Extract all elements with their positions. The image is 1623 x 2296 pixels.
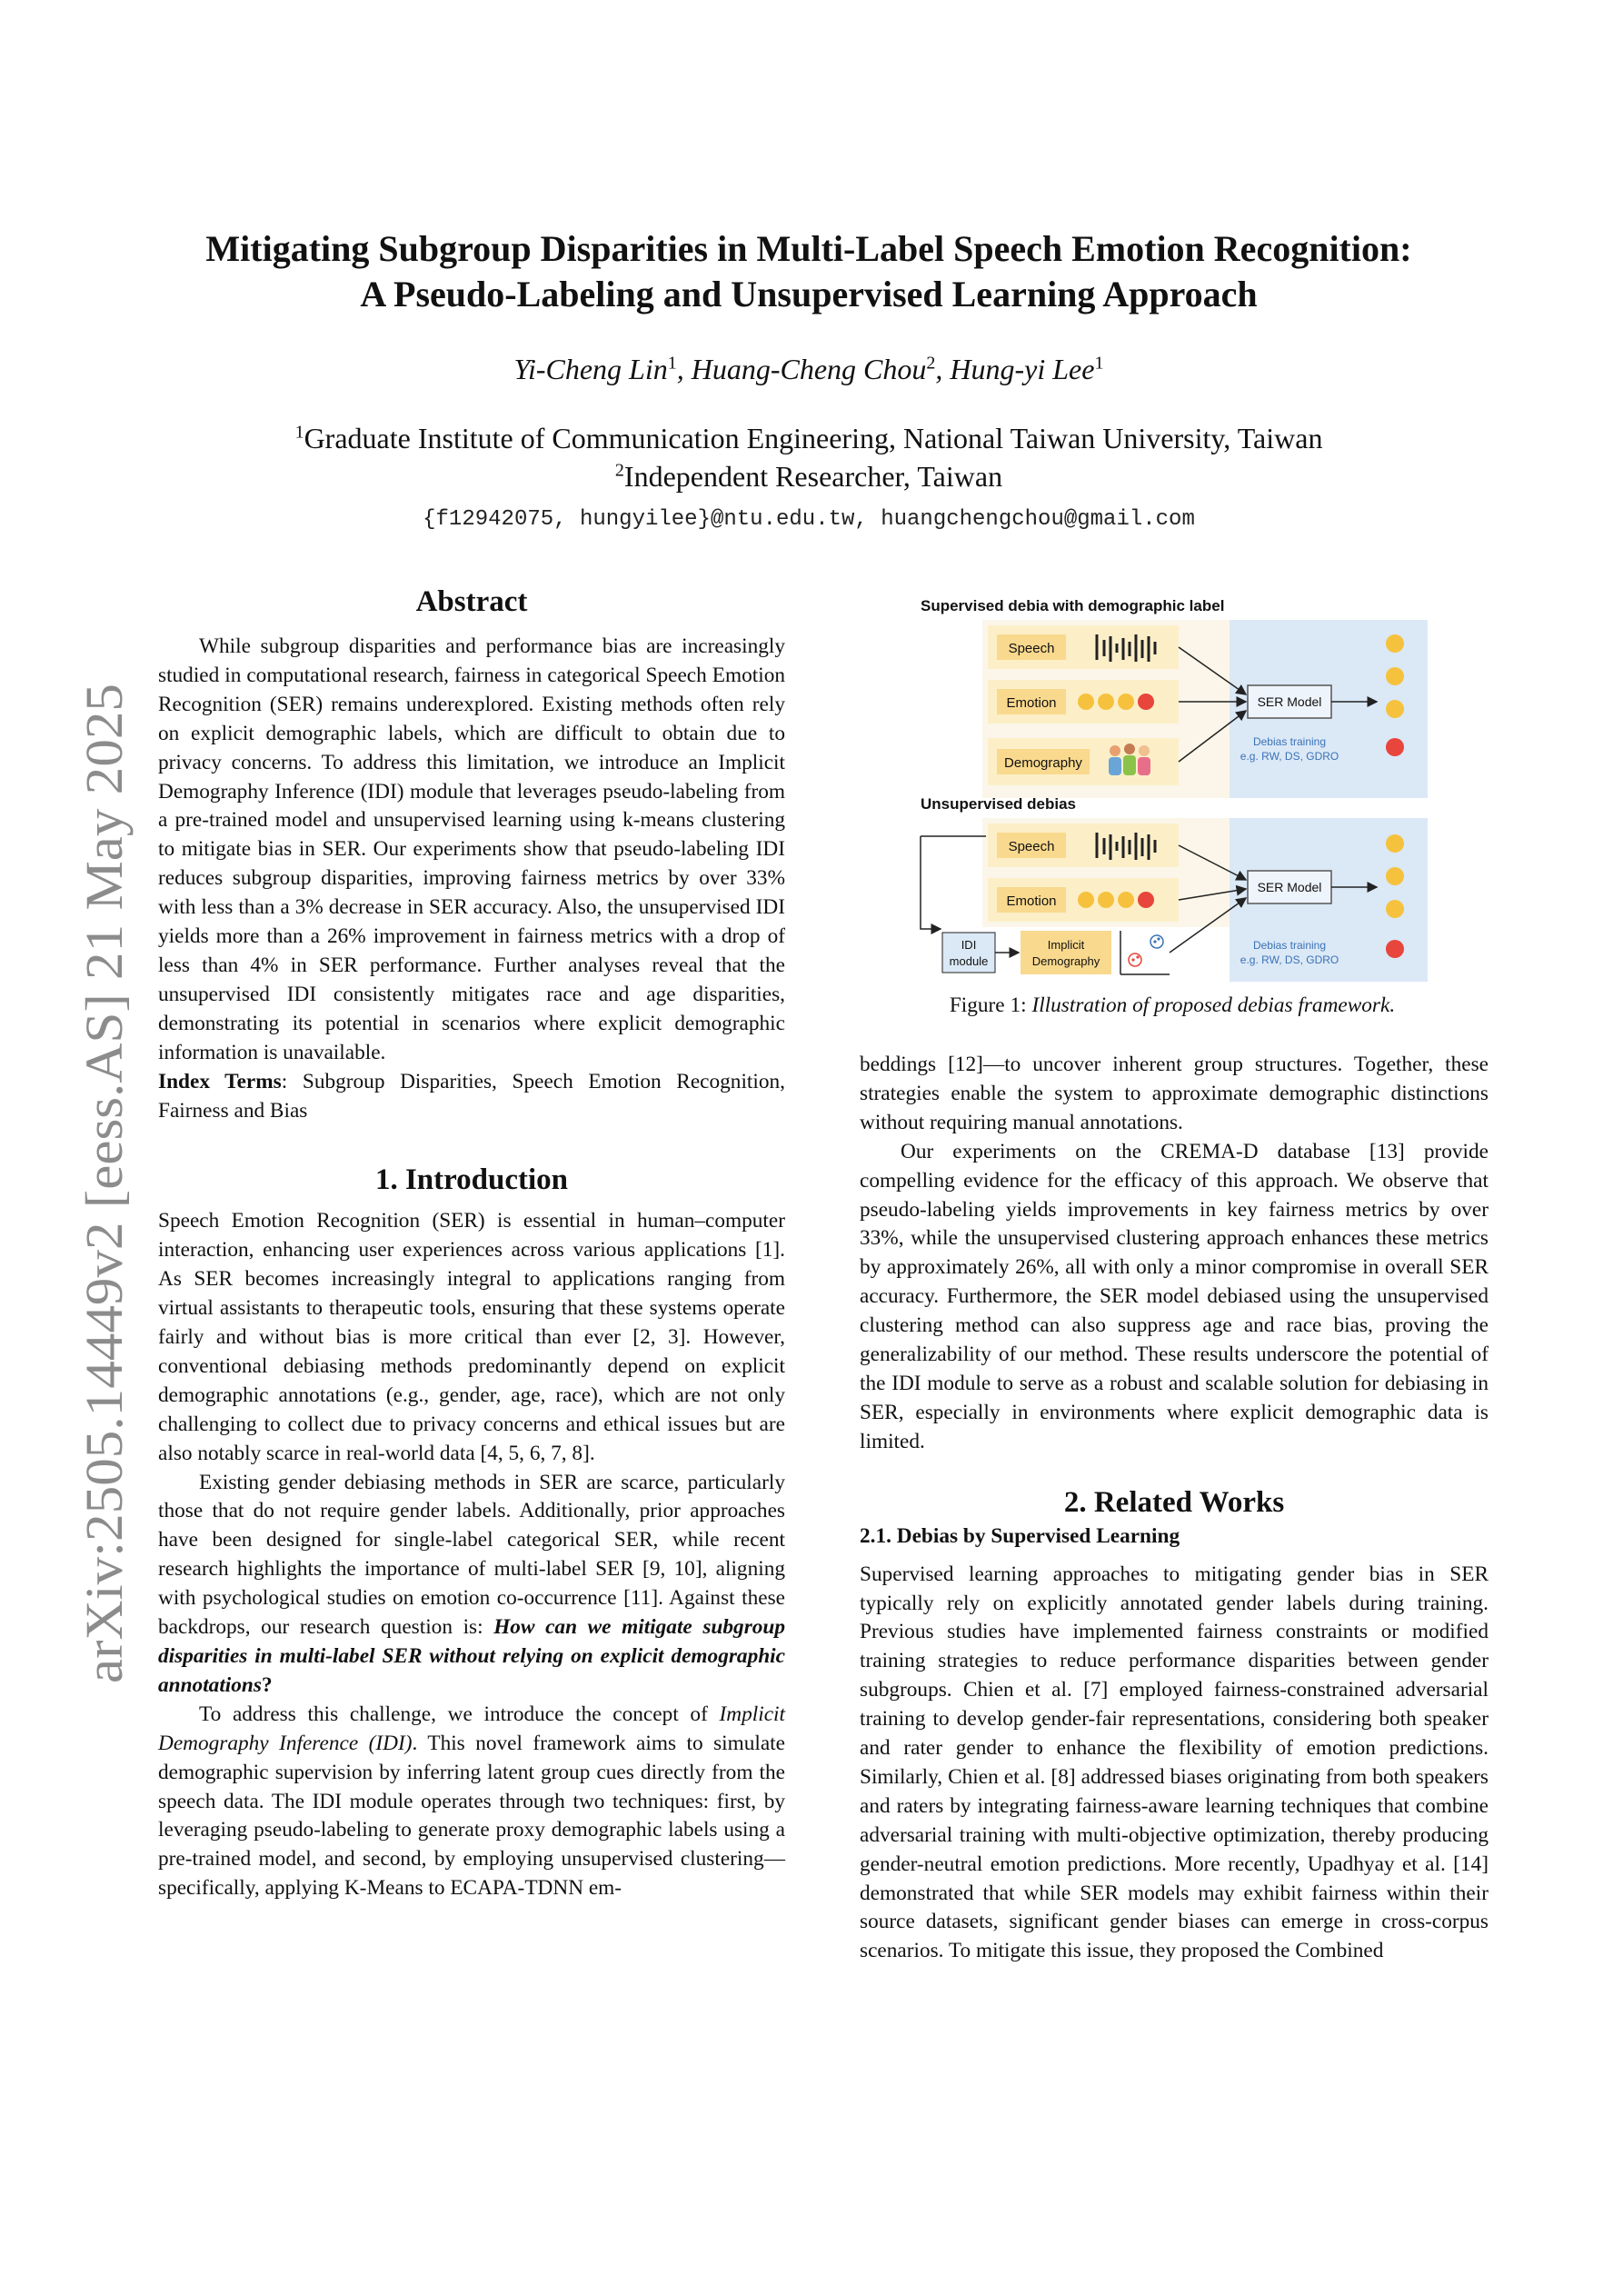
affiliation-2-text: Independent Researcher, Taiwan xyxy=(623,460,1003,493)
intro-p3-text-a: To address this challenge, we introduce the concept of xyxy=(199,1702,720,1726)
arxiv-side-stamp xyxy=(31,684,167,1683)
abstract-heading: Abstract xyxy=(415,585,528,618)
debias-methods-label-1: e.g. RW, DS, GDRO xyxy=(1240,750,1339,763)
abstract-body: While subgroup disparities and performance bias are increasingly studied in computational research, fairness in categorical Speech Emotion Recognition (SER) remains underexplored. Existing methods often rely on explicit demographic labels, which are difficult to obtain due to privacy concerns. To address this limitation, we introduce an Implicit Demography Inference (IDI) module that leverages pseudo-labeling from a pre-trained model and unsupervised learning using k-means clustering to mitigate bias in SER. Our experiments show that pseudo-labeling IDI reduces subgroup disparities, improving fairness metrics by over 33% with less than a 3% decrease in SER accuracy. Also, the unsupervised IDI yields more than a 26% improvement in fairness metrics with a drop of less than 4% in SER performance. Further analyses reveal that the unsupervised IDI consistently mitigates race and age disparities, demonstrating its potential in scenarios where explicit demographic information is unavailable. xyxy=(158,634,785,1064)
debias-training-label-2: Debias training xyxy=(1252,939,1327,952)
left-column xyxy=(158,584,785,1903)
figure-1-caption-label: Figure 1: xyxy=(949,993,1032,1017)
intro-p2-text: Existing gender debiasing methods in SER are scarce, particularly those that do not require gender labels. Additionally, prior approaches have been designed for single-label categorical SER, while recent research highlights the importance of multi-label SER [9, 10], aligning with psychological studies on emotion co-occurrence [11]. Against these backdrops, our research question is: xyxy=(158,1470,785,1640)
ser-model-label-2: SER Model xyxy=(1257,880,1322,894)
author-1-affil: 1 xyxy=(667,353,677,374)
related-works-heading: 2. Related Works xyxy=(1063,1485,1285,1519)
people-icon xyxy=(1109,744,1150,775)
debias-methods-label-2: e.g. RW, DS, GDRO xyxy=(1240,953,1339,966)
idi-label-line-1: IDI xyxy=(961,938,977,952)
affiliation-1 xyxy=(127,422,1490,455)
supervised-debias-subheading: 2.1. Debias by Supervised Learning xyxy=(860,1523,1180,1548)
emotion-label-2: Emotion xyxy=(1006,893,1057,909)
author-emails: {f12942075, hungyilee}@ntu.edu.tw, huangchengchou@gmail.com xyxy=(423,507,1195,532)
demography-label: Demography xyxy=(1004,755,1082,771)
speech-label: Speech xyxy=(1008,641,1055,656)
figure-1-caption-text: Illustration of proposed debias framework. xyxy=(1031,993,1396,1017)
intro-heading: 1. Introduction xyxy=(374,1163,569,1197)
right-column xyxy=(860,1051,1489,1966)
ser-model-label-1: SER Model xyxy=(1257,694,1322,709)
intro-paragraph-4: Our experiments on the CREMA-D database [13] provide compelling evidence for the efficacy of this approach. We observe that pseudo-labeling yields improvements in key fairness metrics by over 33%, while the unsupervised clustering approach enhances these metrics by approximately 26%, all with only a minor compromise in overall SER accuracy. Furthermore, the SER model debiased using the unsupervised clustering method can also suppress age and race bias, proving the generalizability of our method. These results underscore the potential of the IDI module to serve as a robust and scalable solution for debiasing in SER, especially in environments where explicit demographic data is limited. xyxy=(860,1139,1489,1453)
emotion-label: Emotion xyxy=(1006,695,1057,711)
implicit-label-line-1: Implicit xyxy=(1047,938,1085,952)
figure-section-supervised: Supervised debia with demographic label xyxy=(921,597,1225,614)
arxiv-stamp-text: arXiv:2505.14449v2 [eess.AS] 21 May 2025 xyxy=(75,734,134,1683)
intro-paragraph-2 xyxy=(158,1469,785,1701)
paper-title-line-2: A Pseudo-Labeling and Unsupervised Learning Approach xyxy=(360,274,1258,314)
affiliation-1-sup: 1 xyxy=(294,422,304,443)
figure-1-caption xyxy=(854,993,1490,1018)
intro-paragraph-3 xyxy=(158,1701,785,1903)
idi-label-line-2: module xyxy=(949,954,989,968)
affiliation-1-text: Graduate Institute of Communication Engineering, National Taiwan University, Taiwan xyxy=(304,422,1323,454)
figure-section-unsupervised: Unsupervised debias xyxy=(921,795,1077,813)
research-question: How can we mitigate subgroup disparities in multi-label SER without relying on explicit demographic annotations xyxy=(158,1615,786,1697)
intro-paragraph-3-continued: beddings [12]—to uncover inherent group structures. Together, these strategies enable the system to approximate demographic distinctions without requiring manual annotations. xyxy=(860,1053,1489,1134)
figure-1 xyxy=(913,593,1431,982)
related-works-paragraph: Supervised learning approaches to mitigating gender bias in SER typically rely on explicitly annotated gender labels during training. Previous studies have implemented fairness constraints or modified training strategies to reduce performance disparities between gender subgroups. Chien et al. [7] employed fairness-constrained adversarial training to develop gender-fair representations, considering both speaker and rater gender to enhance the flexibility of emotion predictions. Similarly, Chien et al. [8] addressed biases originating from both speakers and raters by integrating fairness-aware learning techniques that combine adversarial training with multi-objective optimization, thereby producing gender-neutral emotion predictions. More recently, Upadhyay et al. [14] demonstrated that while SER models may exhibit fairness within their source datasets, significant gender biases can emerge in cross-corpus scenarios. To mitigate this issue, they proposed the Combined xyxy=(860,1562,1489,1963)
index-terms xyxy=(158,1068,785,1126)
author-3: Hung-yi Lee xyxy=(950,353,1095,385)
research-question-end: ? xyxy=(261,1672,273,1697)
paper-title-line-1: Mitigating Subgroup Disparities in Multi-Label Speech Emotion Recognition: xyxy=(205,228,1412,269)
speech-label-2: Speech xyxy=(1008,839,1055,854)
author-3-affil: 1 xyxy=(1094,353,1104,374)
debias-training-label-1: Debias training xyxy=(1252,735,1327,748)
author-list: Yi-Cheng Lin$^1$, Huang-Cheng Chou$^2$, Hung-yi Lee$^1$ xyxy=(513,353,1104,385)
author-2-affil: 2 xyxy=(926,353,936,374)
author-2: Huang-Cheng Chou xyxy=(691,353,927,385)
intro-paragraph-1: Speech Emotion Recognition (SER) is essential in human–computer interaction, enhancing user experiences across various applications [1]. As SER becomes increasingly integral to applications ranging from virtual assistants to therapeutic tools, ensuring that these systems operate fairly and without bias is more critical than ever [2, 3]. However, conventional debiasing methods predominantly depend on explicit demographic annotations (e.g., gender, age, race), which are not only challenging to collect due to privacy concerns and ethical issues but are also notably scarce in real-world data [4, 5, 6, 7, 8]. xyxy=(158,1209,785,1465)
cluster-plot-icon xyxy=(1120,931,1170,974)
intro-p3-text-b: . This novel framework aims to simulate demographic supervision by inferring latent group cues directly from the speech data. The IDI module operates through two techniques: first, by leveraging pseudo-labeling to generate proxy demographic labels using a pre-trained model, and second, by employing unsupervised clustering—specifically, applying K-Means to ECAPA-TDNN em- xyxy=(158,1731,785,1901)
affiliation-2-sup: 2 xyxy=(614,460,624,481)
affiliation-2 xyxy=(127,460,1490,494)
index-terms-text: : Subgroup Disparities, Speech Emotion Recognition, Fairness and Bias xyxy=(158,1069,785,1123)
index-terms-label: Index Terms xyxy=(158,1069,282,1093)
idi-term: Implicit Demography Inference (IDI) xyxy=(158,1702,785,1755)
author-1: Yi-Cheng Lin xyxy=(513,353,668,385)
implicit-label-line-2: Demography xyxy=(1031,954,1100,968)
